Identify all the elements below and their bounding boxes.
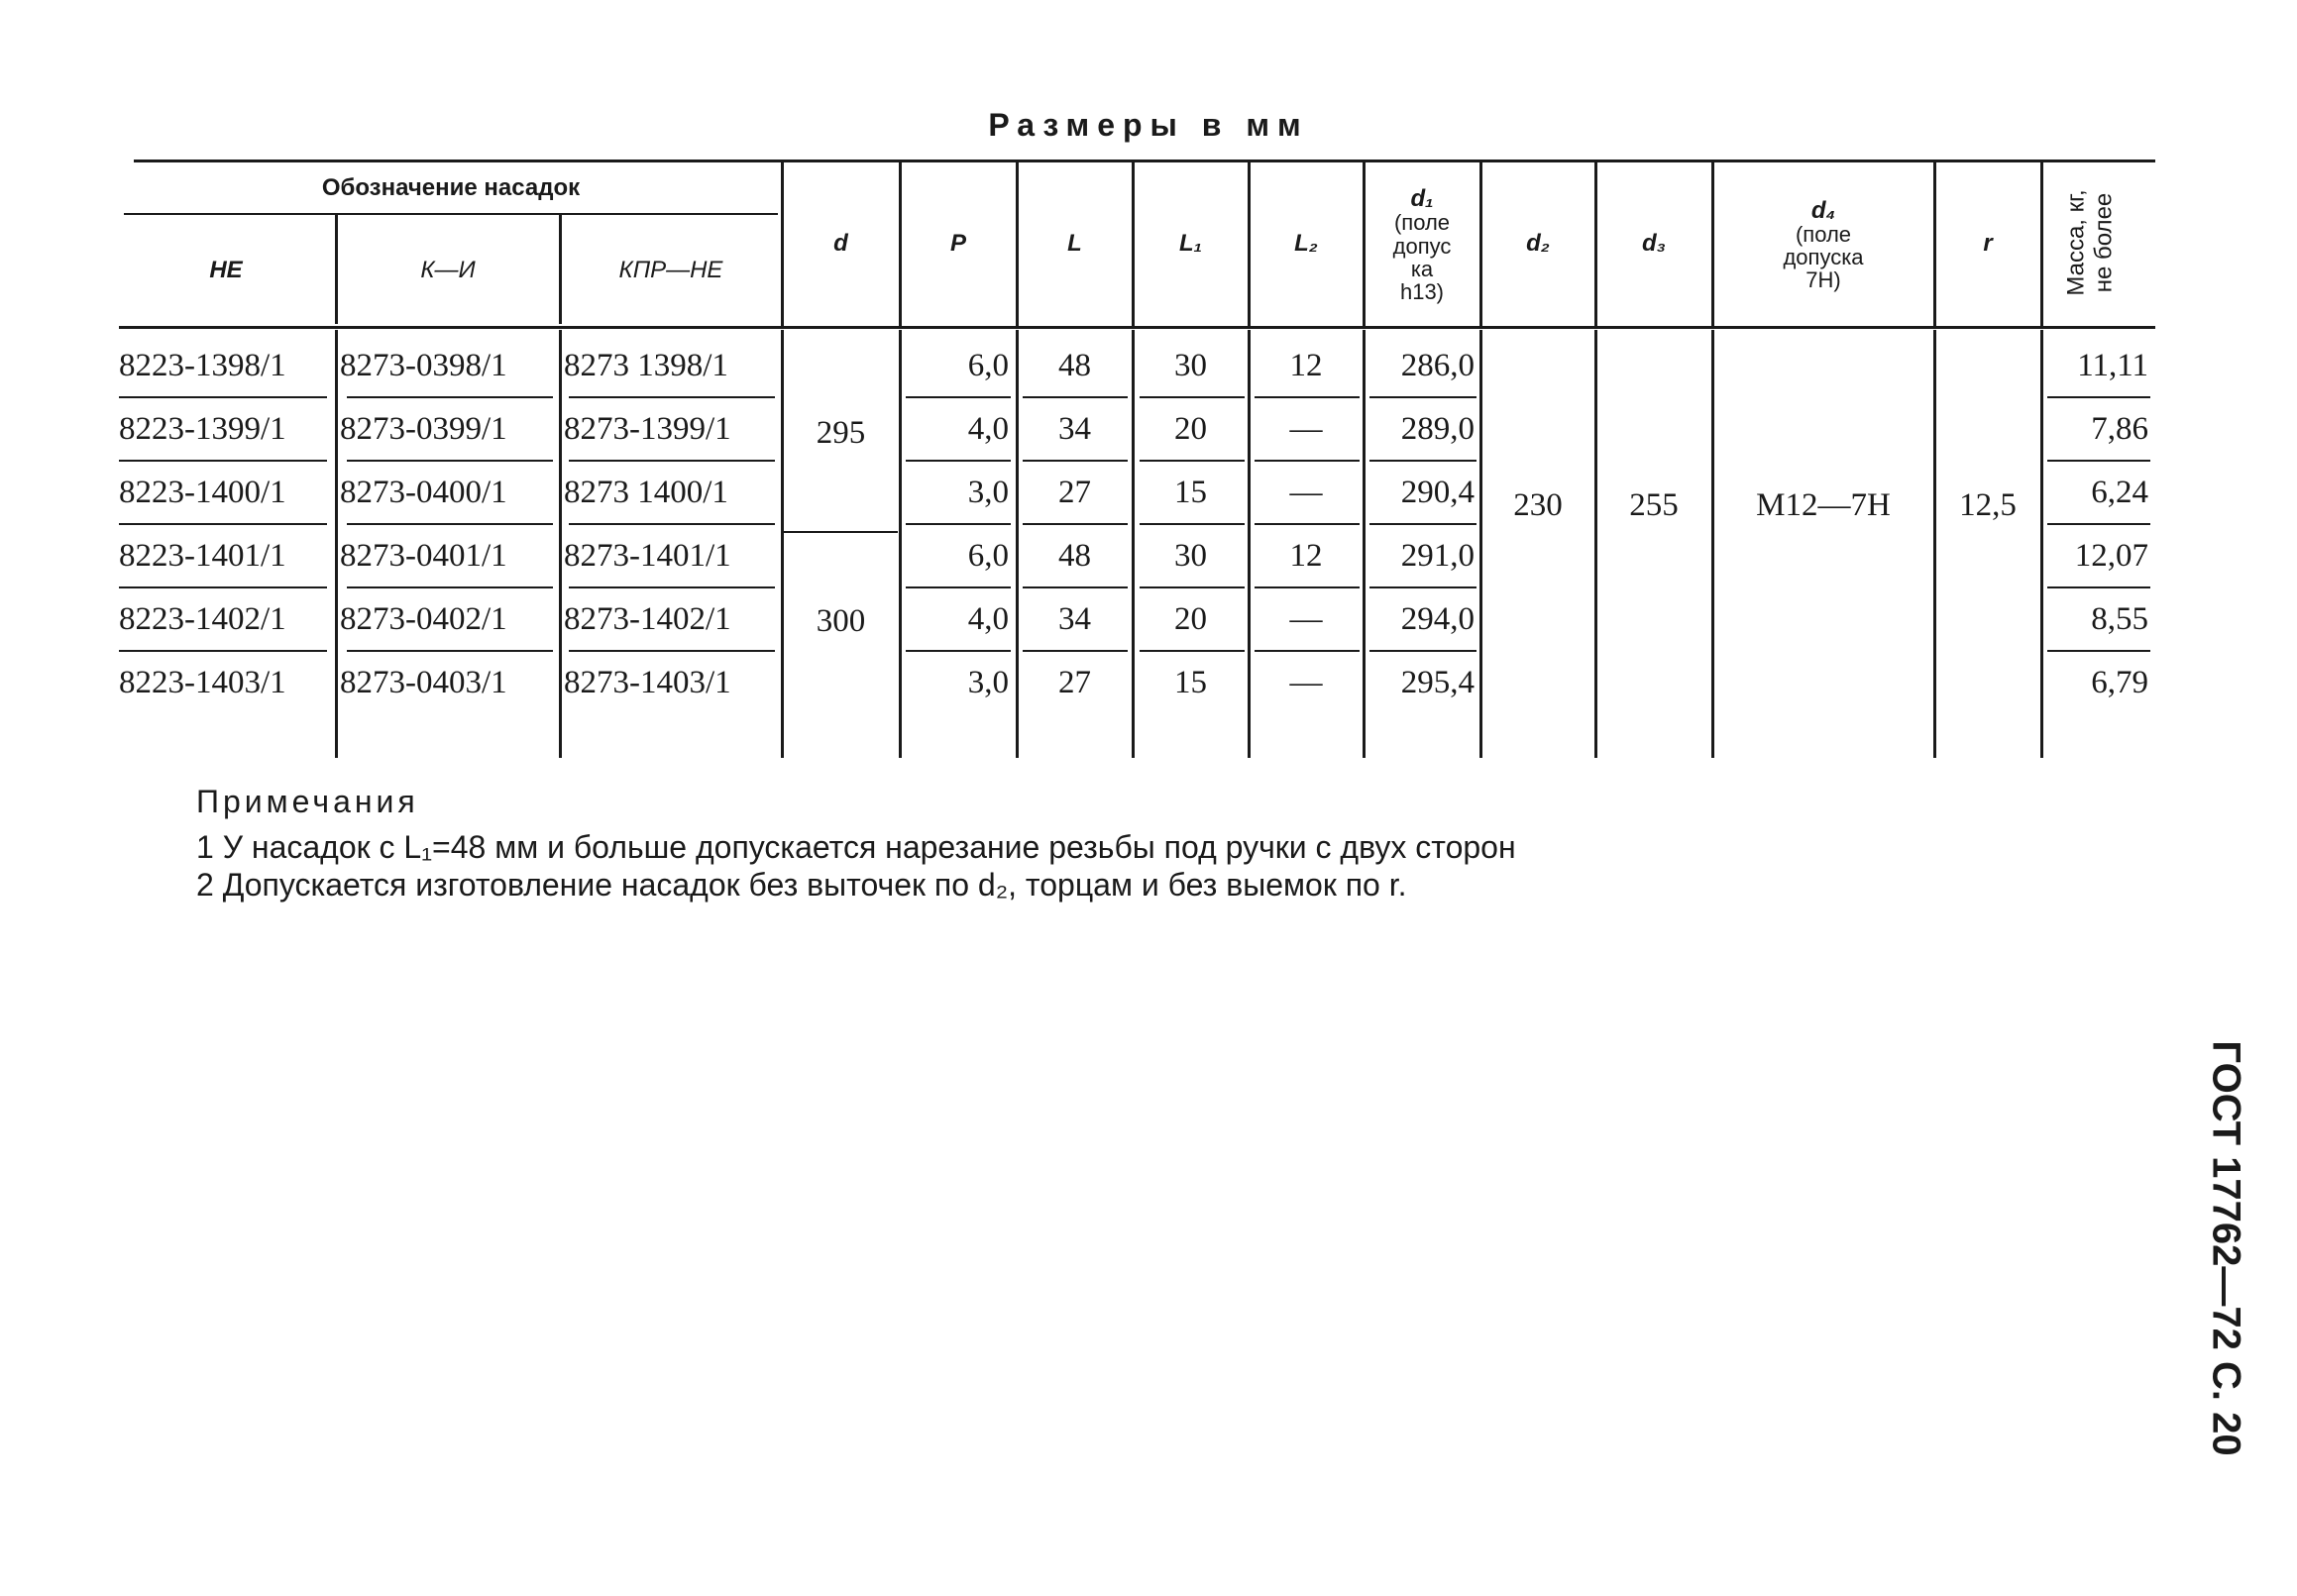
table-cell-p: 4,0: [967, 600, 1009, 637]
d2-value: 230: [1513, 486, 1563, 523]
table-cell-l1: 20: [1174, 600, 1207, 637]
row-rule: [1255, 650, 1360, 652]
table-cell-l1: 15: [1174, 474, 1207, 510]
row-rule: [119, 650, 327, 652]
row-rule: [347, 396, 553, 398]
table-cell-p: 6,0: [967, 537, 1009, 574]
row-rule: [1369, 396, 1477, 398]
row-rule: [906, 396, 1011, 398]
row-rule: [1140, 650, 1245, 652]
table-cell-ne: 8223-1401/1: [119, 537, 286, 574]
table-cell-kprne: 8273-1403/1: [564, 664, 731, 700]
table-cell-ne: 8223-1402/1: [119, 600, 286, 637]
row-rule: [906, 460, 1011, 462]
header-d4-note-1: (поле: [1795, 221, 1852, 247]
row-rule: [2047, 586, 2150, 588]
standard-page-label: [2186, 1030, 2265, 1466]
col-rule: [559, 330, 562, 758]
table-cell-d1: 295,4: [1400, 664, 1475, 700]
table-cell-p: 4,0: [967, 410, 1009, 447]
d-group-rule: [784, 531, 898, 533]
d4-value: M12—7H: [1756, 486, 1891, 523]
table-cell-l2: 12: [1289, 537, 1323, 574]
header-d1-symbol: d₁: [1410, 185, 1434, 213]
row-rule: [906, 523, 1011, 525]
notes-title: Примечания: [196, 784, 419, 819]
table-cell-ki: 8273-0400/1: [340, 474, 507, 510]
row-rule: [1140, 586, 1245, 588]
note-2: 2 Допускается изготовление насадок без выточек по d₂, торцам и без выемок по r.: [196, 867, 1407, 903]
row-rule: [347, 586, 553, 588]
table-cell-kprne: 8273 1400/1: [564, 474, 728, 510]
table-cell-l2: —: [1289, 410, 1323, 447]
header-bottom-rule: [119, 326, 2155, 329]
notes: [196, 783, 1516, 904]
table-cell-l2: —: [1289, 474, 1323, 510]
note-1: 1 У насадок с L₁=48 мм и больше допускается нарезание резьбы под ручки с двух сторон: [196, 829, 1516, 865]
table-cell-l2: —: [1289, 600, 1323, 637]
row-rule: [119, 460, 327, 462]
row-rule: [1023, 586, 1128, 588]
row-rule: [1255, 460, 1360, 462]
row-rule: [569, 523, 775, 525]
row-rule: [569, 460, 775, 462]
row-rule: [1255, 396, 1360, 398]
header-mass-line-2: не более: [2090, 192, 2117, 293]
row-rule: [1023, 650, 1128, 652]
header-d4-symbol: d₄: [1810, 196, 1836, 224]
row-rule: [906, 586, 1011, 588]
table-cell-mass: 11,11: [2077, 347, 2148, 383]
row-rule: [119, 523, 327, 525]
header-d1-note-4: h13): [1399, 278, 1445, 304]
table-cell-mass: 12,07: [2074, 537, 2148, 574]
row-rule: [569, 650, 775, 652]
header-kprne: КПР—НЕ: [618, 257, 723, 283]
header-d1-note-1: (поле: [1393, 210, 1451, 236]
table-cell-d1: 286,0: [1400, 347, 1475, 383]
row-rule: [569, 586, 775, 588]
d3-value: 255: [1629, 486, 1679, 523]
header-d4-note-3: 7H): [1805, 267, 1841, 293]
header-d: d: [833, 229, 848, 257]
row-rule: [1140, 396, 1245, 398]
table-cell-ne: 8223-1398/1: [119, 347, 286, 383]
dimensions-caption: Размеры в мм: [988, 107, 1309, 143]
header-r: r: [1983, 229, 1993, 257]
table-cell-l: 27: [1058, 664, 1091, 700]
row-rule: [906, 650, 1011, 652]
table-cell-l: 48: [1058, 347, 1091, 383]
row-rule: [1023, 396, 1128, 398]
table-cell-d1: 289,0: [1400, 410, 1475, 447]
table-cell-l: 48: [1058, 537, 1091, 574]
table-cell-kprne: 8273-1401/1: [564, 537, 731, 574]
table-cell-ne: 8223-1403/1: [119, 664, 286, 700]
header-d1-note-3: ка: [1410, 256, 1434, 281]
table-cell-l: 34: [1058, 600, 1091, 637]
row-rule: [119, 586, 327, 588]
header-d3: d₃: [1642, 229, 1666, 257]
row-rule: [2047, 396, 2150, 398]
row-rule: [2047, 460, 2150, 462]
header-d4-note-2: допуска: [1783, 245, 1864, 270]
d-value-group-2: 300: [816, 603, 866, 639]
table-cell-l: 34: [1058, 410, 1091, 447]
row-rule: [1369, 586, 1477, 588]
group-header-rule: [124, 213, 778, 215]
table-cell-p: 6,0: [967, 347, 1009, 383]
header-mass-line-1: Масса, кг,: [2062, 189, 2090, 296]
table-cell-l1: 30: [1174, 347, 1207, 383]
table-cell-kprne: 8273-1399/1: [564, 410, 731, 447]
header-group-designation: Обозначение насадок: [321, 174, 581, 201]
table-cell-kprne: 8273 1398/1: [564, 347, 728, 383]
header-mass: [2040, 168, 2139, 317]
row-rule: [1140, 460, 1245, 462]
table-cell-l2: 12: [1289, 347, 1323, 383]
header-l: L: [1067, 229, 1082, 257]
table-cell-ki: 8273-0399/1: [340, 410, 507, 447]
row-rule: [1369, 650, 1477, 652]
row-rule: [1023, 460, 1128, 462]
table-cell-mass: 8,55: [2091, 600, 2148, 637]
table-cell-ki: 8273-0403/1: [340, 664, 507, 700]
row-rule: [1369, 460, 1477, 462]
row-rule: [1369, 523, 1477, 525]
row-rule: [1140, 523, 1245, 525]
table-cell-l: 27: [1058, 474, 1091, 510]
d-value-group-1: 295: [816, 415, 866, 451]
table-cell-ne: 8223-1400/1: [119, 474, 286, 510]
header-d2: d₂: [1526, 229, 1550, 257]
header-l1: L₁: [1178, 229, 1203, 257]
row-rule: [1255, 523, 1360, 525]
table-cell-l1: 30: [1174, 537, 1207, 574]
header-ne: НЕ: [209, 257, 243, 283]
col-rule: [335, 330, 338, 758]
table-cell-ki: 8273-0398/1: [340, 347, 507, 383]
header-d1-note-2: допус: [1392, 233, 1452, 259]
table-cell-l1: 15: [1174, 664, 1207, 700]
table-cell-d1: 290,4: [1400, 474, 1475, 510]
header-l2: L₂: [1294, 229, 1318, 257]
header-d1: [1366, 166, 1478, 323]
row-rule: [1023, 523, 1128, 525]
table-cell-mass: 7,86: [2091, 410, 2148, 447]
table-cell-ne: 8223-1399/1: [119, 410, 286, 447]
table-cell-d1: 294,0: [1400, 600, 1475, 637]
table-cell-ki: 8273-0402/1: [340, 600, 507, 637]
header-ki: К—И: [420, 257, 476, 283]
row-rule: [2047, 650, 2150, 652]
table-cell-l2: —: [1289, 664, 1323, 700]
table-cell-kprne: 8273-1402/1: [564, 600, 731, 637]
table-cell-l1: 20: [1174, 410, 1207, 447]
table-cell-d1: 291,0: [1400, 537, 1475, 574]
table-cell-mass: 6,79: [2091, 664, 2148, 700]
row-rule: [1255, 586, 1360, 588]
table-cell-p: 3,0: [967, 474, 1009, 510]
row-rule: [569, 396, 775, 398]
row-rule: [2047, 523, 2150, 525]
row-rule: [119, 396, 327, 398]
table-cell-mass: 6,24: [2091, 474, 2148, 510]
row-rule: [347, 460, 553, 462]
header-p: P: [949, 229, 966, 257]
row-rule: [347, 523, 553, 525]
standard-page-label-text: ГОСТ 17762—72 С. 20: [2204, 1040, 2248, 1456]
r-value: 12,5: [1959, 486, 2017, 523]
row-rule: [347, 650, 553, 652]
table-cell-p: 3,0: [967, 664, 1009, 700]
header-d4: [1714, 166, 1932, 323]
table-cell-ki: 8273-0401/1: [340, 537, 507, 574]
